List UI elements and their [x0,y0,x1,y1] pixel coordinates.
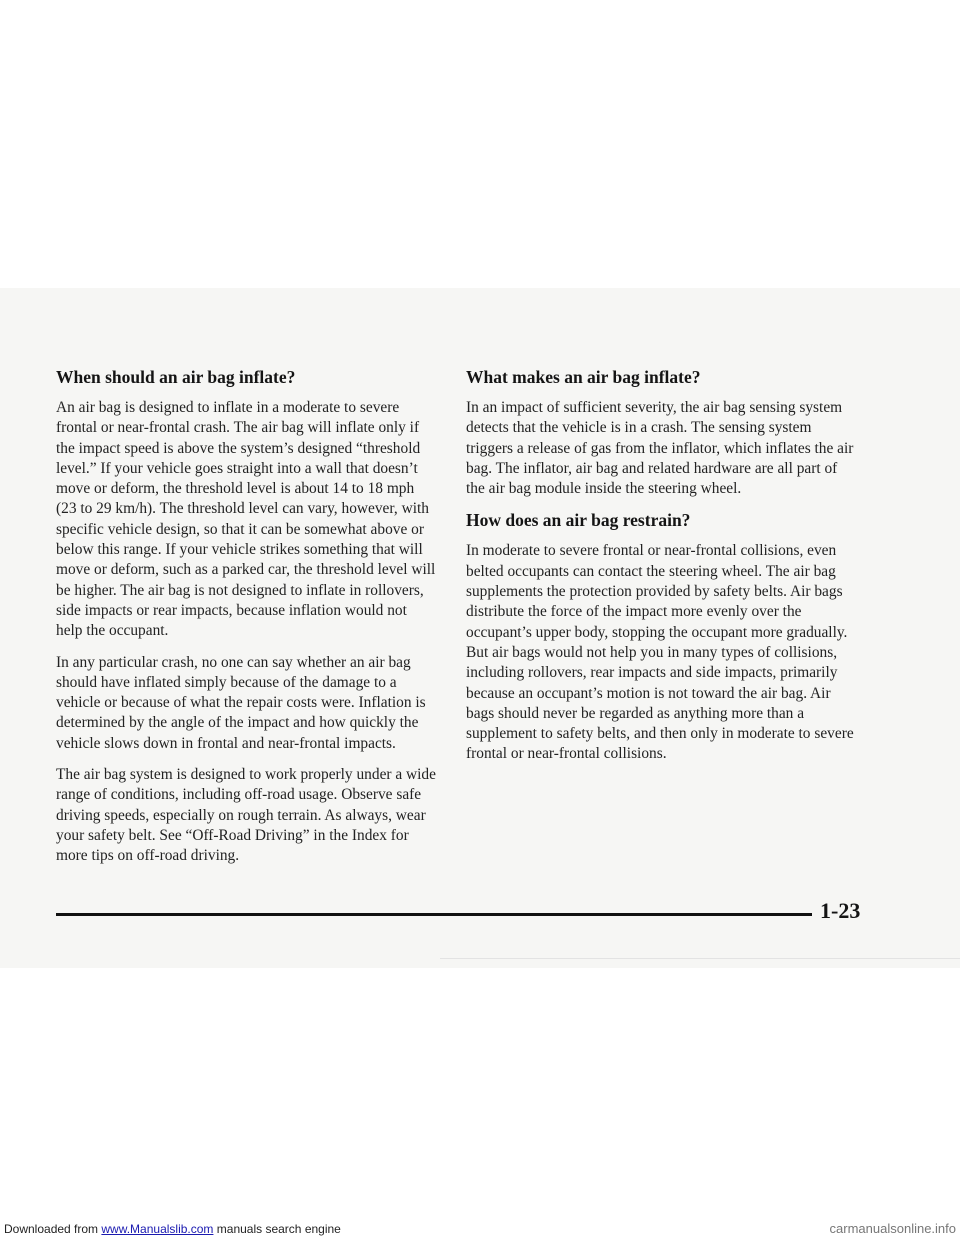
left-column [56,367,436,878]
footer-rule [56,913,812,916]
manualslib-link[interactable]: www.Manualslib.com [101,1222,214,1236]
heading-how-restrain: How does an air bag restrain? [466,510,691,531]
watermark-text: carmanualsonline.info [829,1221,956,1236]
download-footer [4,1222,341,1236]
paragraph-off-road-usage: The air bag system is designed to work properly under a wide range of conditions, including off-road usage. Observe safe driving speeds, especially on rough terrain. As always, wear your safety belt. See “Off-Road Driving” in the Index for more tips on off-road driving. [56,766,436,865]
heading-what-makes-inflate: What makes an air bag inflate? [466,367,701,387]
paragraph-inflate-threshold: An air bag is designed to inflate in a moderate to severe frontal or near-frontal crash. The air bag will inflate only if the impact speed is above the system’s designed “threshold level.” If your vehicle goes straight into a wall that doesn’t move or deform, the threshold level is about 14 to 18 mph (23 to 29 km/h). The threshold level can vary, however, with specific vehicle design, so that it can be somewhat above or below this range. If your vehicle strikes something that will move or deform, such as a parked car, the threshold level will be higher. The air bag is not designed to inflate in rollovers, side impacts or rear impacts, because inflation would not help the occupant. [56,399,436,640]
paragraph-restrain: In moderate to severe frontal or near-frontal collisions, even belted occupants can contact the steering wheel. The air bag supplements the protection provided by safety belts. Air bags distribute the force of the impact more evenly over the occupant’s upper body, stopping the occupant more gradually. But air bags would not help you in many types of collisions, including rollovers, rear impacts and side impacts, primarily because an occupant’s motion is not toward the air bag. Air bags should never be regarded as anything more than a supplement to safety belts, and then only in moderate to severe frontal or near-frontal collisions. [466,542,854,763]
footer-suffix: manuals search engine [213,1222,341,1236]
scan-line [440,958,960,959]
page-number: 1-23 [820,898,861,923]
footer-prefix: Downloaded from [4,1222,102,1236]
right-column [466,367,856,776]
paragraph-sensing-system: In an impact of sufficient severity, the air bag sensing system detects that the vehicle is in a crash. The sensing system triggers a release of gas from the inflator, which inflates the air bag. The inflator, air bag and related hardware are all part of the air bag module inside the steering wheel. [466,399,854,498]
paragraph-particular-crash: In any particular crash, no one can say whether an air bag should have inflated simply because of the damage to a vehicle or because of what the repair costs were. Inflation is determined by the angle of the impact and how quickly the vehicle slows down in frontal and near-frontal impacts. [56,653,426,752]
heading-when-should-inflate: When should an air bag inflate? [56,367,296,387]
